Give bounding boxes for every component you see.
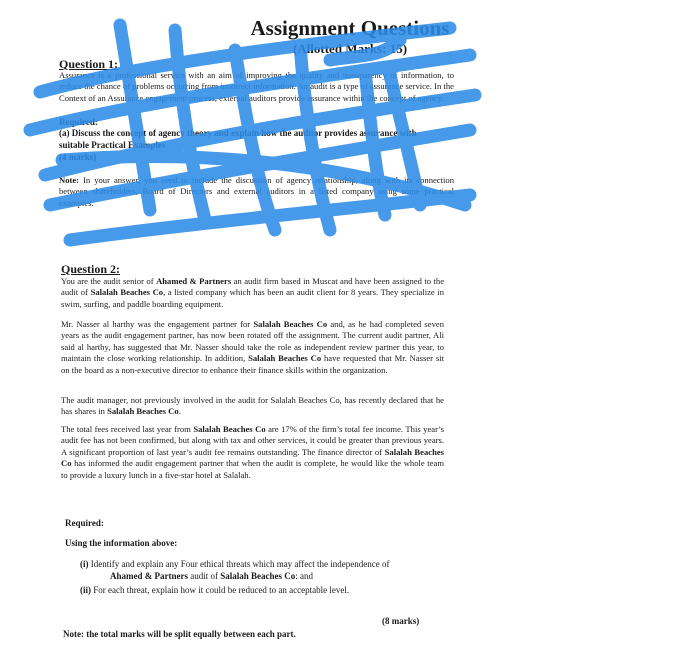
client-name: Salalah Beaches Co	[193, 424, 266, 434]
text-span: are 17% of the firm’s total fee income. This year’s audit fee has not been confirmed, but along with tax and other services, it could be greater than previous years. A significant proportion of last year’s audit fee remains outstanding. The finance director of	[61, 424, 444, 457]
note-label: Note:	[59, 175, 80, 185]
requirement-item-i	[80, 558, 440, 582]
question-1-note	[59, 175, 454, 209]
question-1-part-a-marks: (4 marks)	[59, 152, 97, 162]
client-name: Salalah Beaches Co	[107, 406, 179, 417]
item-number: (ii)	[80, 585, 91, 595]
text-span: The total fees received last year from	[61, 424, 194, 434]
question-2-paragraph-4	[61, 424, 444, 481]
page-title: Assignment Questions	[250, 16, 450, 40]
text-span: has informed the audit engagement partner that when the audit is complete, he would like the whole team to provide a luxury lunch in a five-star hotel at Salalah.	[61, 458, 444, 480]
question-2-heading: Question 2:	[61, 262, 121, 276]
client-name: Salalah Beaches Co	[90, 287, 164, 298]
text-span: have requested that Mr. Nasser sit on the board as a non-executive director to enhance their finance skills within the organization.	[61, 353, 444, 375]
text-span: Identify and explain any Four ethical threats which may affect the independence of	[88, 559, 390, 569]
client-name: Salalah Beaches Co	[220, 571, 296, 581]
item-number: (i)	[80, 559, 89, 569]
text-span: For each threat, explain how it could be reduced to an acceptable level.	[91, 585, 350, 595]
text-span: audit of	[188, 571, 221, 581]
client-name: Salalah Beaches Co	[248, 353, 322, 364]
firm-name: Ahamed & Partners	[156, 276, 232, 286]
allotted-marks: (Allotted Marks: 15)	[292, 41, 408, 56]
text-span: an audit firm based in Muscat and have been assigned to the audit of	[61, 276, 445, 298]
question-2-required-label: Required:	[65, 518, 104, 528]
client-name: Salalah Beaches Co	[253, 319, 328, 329]
client-name: Salalah Beaches Co	[61, 446, 445, 469]
text-span: : and	[295, 571, 314, 581]
question-2-paragraph-2	[61, 319, 444, 376]
text-span: Mr. Nasser al harthy was the engagement partner for	[61, 319, 254, 329]
question-2-note: Note: the total marks will be split equally between each part.	[63, 629, 296, 639]
using-info-label: Using the information above:	[65, 538, 178, 548]
question-2-marks: (8 marks)	[382, 616, 420, 626]
question-2-paragraph-1	[61, 276, 444, 310]
question-1-body: Assurance is a professional service with an aim of improving the quality and transparency of information, to reduce the chance of problems occurring from incorrect information. An audit is a type of assurance service. In the Context of an Assurance engagement process, external auditors provide assurance within the concept of agency.	[59, 70, 454, 103]
text-span: and, as he had completed seven years as the audit engagement partner, has now been rotated off the assignment. The current audit partner, Ali said al harthy, has suggested that Mr. Nasser should take the role as independent review partner this year, to maintain the close working relationship. In addition,	[61, 319, 444, 364]
requirement-item-ii	[80, 584, 440, 596]
text-span: The audit manager, not previously involved in the audit for Salalah Beaches Co, has recently declared that he has shares in	[61, 395, 444, 417]
question-1-part-a: (a) Discuss the concept of agency theory and explain how the auditor provides assurance with suitable Practical Examples	[59, 128, 417, 150]
question-1-required-label: Required:	[59, 117, 98, 127]
text-span: .	[178, 406, 181, 417]
text-span: You are the audit senior of	[61, 276, 157, 286]
note-text: In your answer, you need to include the discussion of agency relationship, along with its connection between shareholders, Board of Directors and external auditors in a listed company using some practical examples.	[59, 175, 454, 208]
question-1-heading: Question 1:	[59, 57, 119, 71]
text-span: , a listed company which has been an audit client for 8 years. They specialize in swim, surfing, and paddle boarding equipment.	[61, 287, 445, 309]
firm-name: Ahamed & Partners	[110, 571, 188, 581]
question-2-paragraph-3	[61, 395, 444, 418]
